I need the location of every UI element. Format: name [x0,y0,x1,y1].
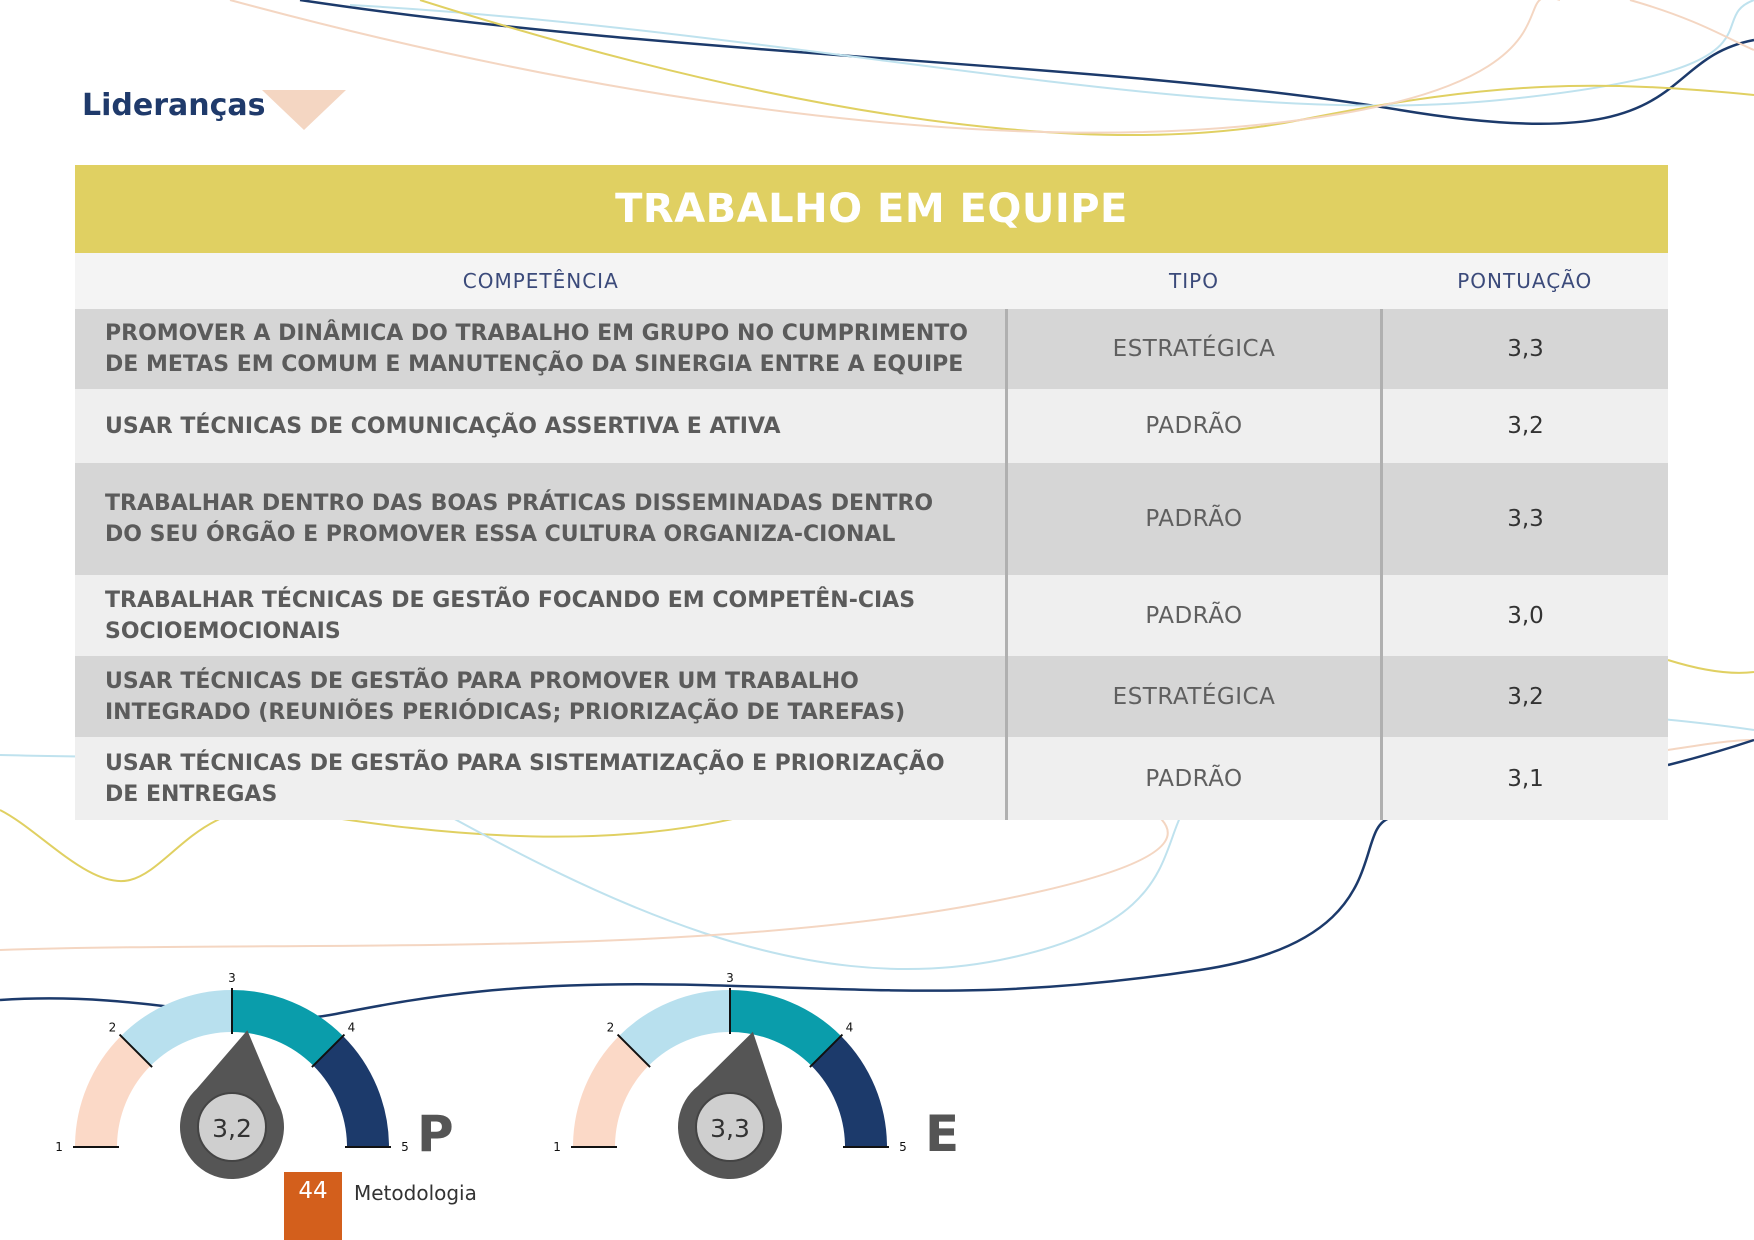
section-title-triangle-icon [262,90,346,130]
gauge-tick-label: 4 [845,1020,854,1035]
cell-competencia: USAR TÉCNICAS DE COMUNICAÇÃO ASSERTIVA E ATIVA [75,389,1007,463]
gauge-tick-label: 3 [726,971,734,985]
gauge-tick-label: 1 [553,1140,561,1154]
competency-table [75,253,1668,820]
cell-pontuacao: 3,1 [1382,737,1669,820]
cell-competencia: USAR TÉCNICAS DE GESTÃO PARA PROMOVER UM TRABALHO INTEGRADO (REUNIÕES PERIÓDICAS; PRIORIZAÇÃO DE TAREFAS) [75,656,1007,737]
table-row [75,737,1668,820]
cell-competencia: TRABALHAR DENTRO DAS BOAS PRÁTICAS DISSEMINADAS DENTRO DO SEU ÓRGÃO E PROMOVER ESSA CULTURA ORGANIZA-CIONAL [75,463,1007,575]
competency-table-card [75,165,1668,818]
cell-tipo: PADRÃO [1007,463,1382,575]
cell-competencia: USAR TÉCNICAS DE GESTÃO PARA SISTEMATIZAÇÃO E PRIORIZAÇÃO DE ENTREGAS [75,737,1007,820]
cell-tipo: ESTRATÉGICA [1007,309,1382,389]
cell-competencia: TRABALHAR TÉCNICAS DE GESTÃO FOCANDO EM COMPETÊN-CIAS SOCIOEMOCIONAIS [75,575,1007,656]
cell-pontuacao: 3,3 [1382,309,1669,389]
table-header-row [75,253,1668,309]
table-title-bar [75,165,1668,253]
gauge-tick-label: 1 [55,1140,63,1154]
section-title: Lideranças [82,88,266,123]
column-header-competencia: COMPETÊNCIA [75,253,1007,309]
footer-section: Metodologia [354,1181,477,1205]
gauge-letter-p: P [417,1105,454,1163]
cell-pontuacao: 3,2 [1382,656,1669,737]
gauge-value: 3,3 [710,1114,750,1143]
cell-pontuacao: 3,3 [1382,463,1669,575]
cell-pontuacao: 3,2 [1382,389,1669,463]
gauge-value: 3,2 [212,1114,252,1143]
gauge-letter-e: E [925,1105,960,1163]
table-title: TRABALHO EM EQUIPE [615,186,1128,232]
table-row [75,656,1668,737]
column-header-tipo: TIPO [1007,253,1382,309]
gauge-tick-label: 5 [899,1140,907,1154]
column-header-pontuacao: PONTUAÇÃO [1382,253,1669,309]
table-row [75,575,1668,656]
cell-pontuacao: 3,0 [1382,575,1669,656]
gauge-tick-label: 3 [228,971,236,985]
cell-tipo: ESTRATÉGICA [1007,656,1382,737]
gauge-tick-label: 5 [401,1140,409,1154]
table-row [75,389,1668,463]
gauge-tick-label: 2 [606,1020,615,1035]
gauge-tick-label: 2 [108,1020,117,1035]
page-number: 44 [284,1172,342,1240]
cell-tipo: PADRÃO [1007,737,1382,820]
gauge-e [553,971,918,1190]
table-row [75,309,1668,389]
cell-competencia: PROMOVER A DINÂMICA DO TRABALHO EM GRUPO NO CUMPRIMENTO DE METAS EM COMUM E MANUTENÇÃO DA SINERGIA ENTRE A EQUIPE [75,309,1007,389]
gauge-p [55,971,420,1190]
cell-tipo: PADRÃO [1007,389,1382,463]
gauge-tick-label: 4 [347,1020,356,1035]
table-row [75,463,1668,575]
cell-tipo: PADRÃO [1007,575,1382,656]
